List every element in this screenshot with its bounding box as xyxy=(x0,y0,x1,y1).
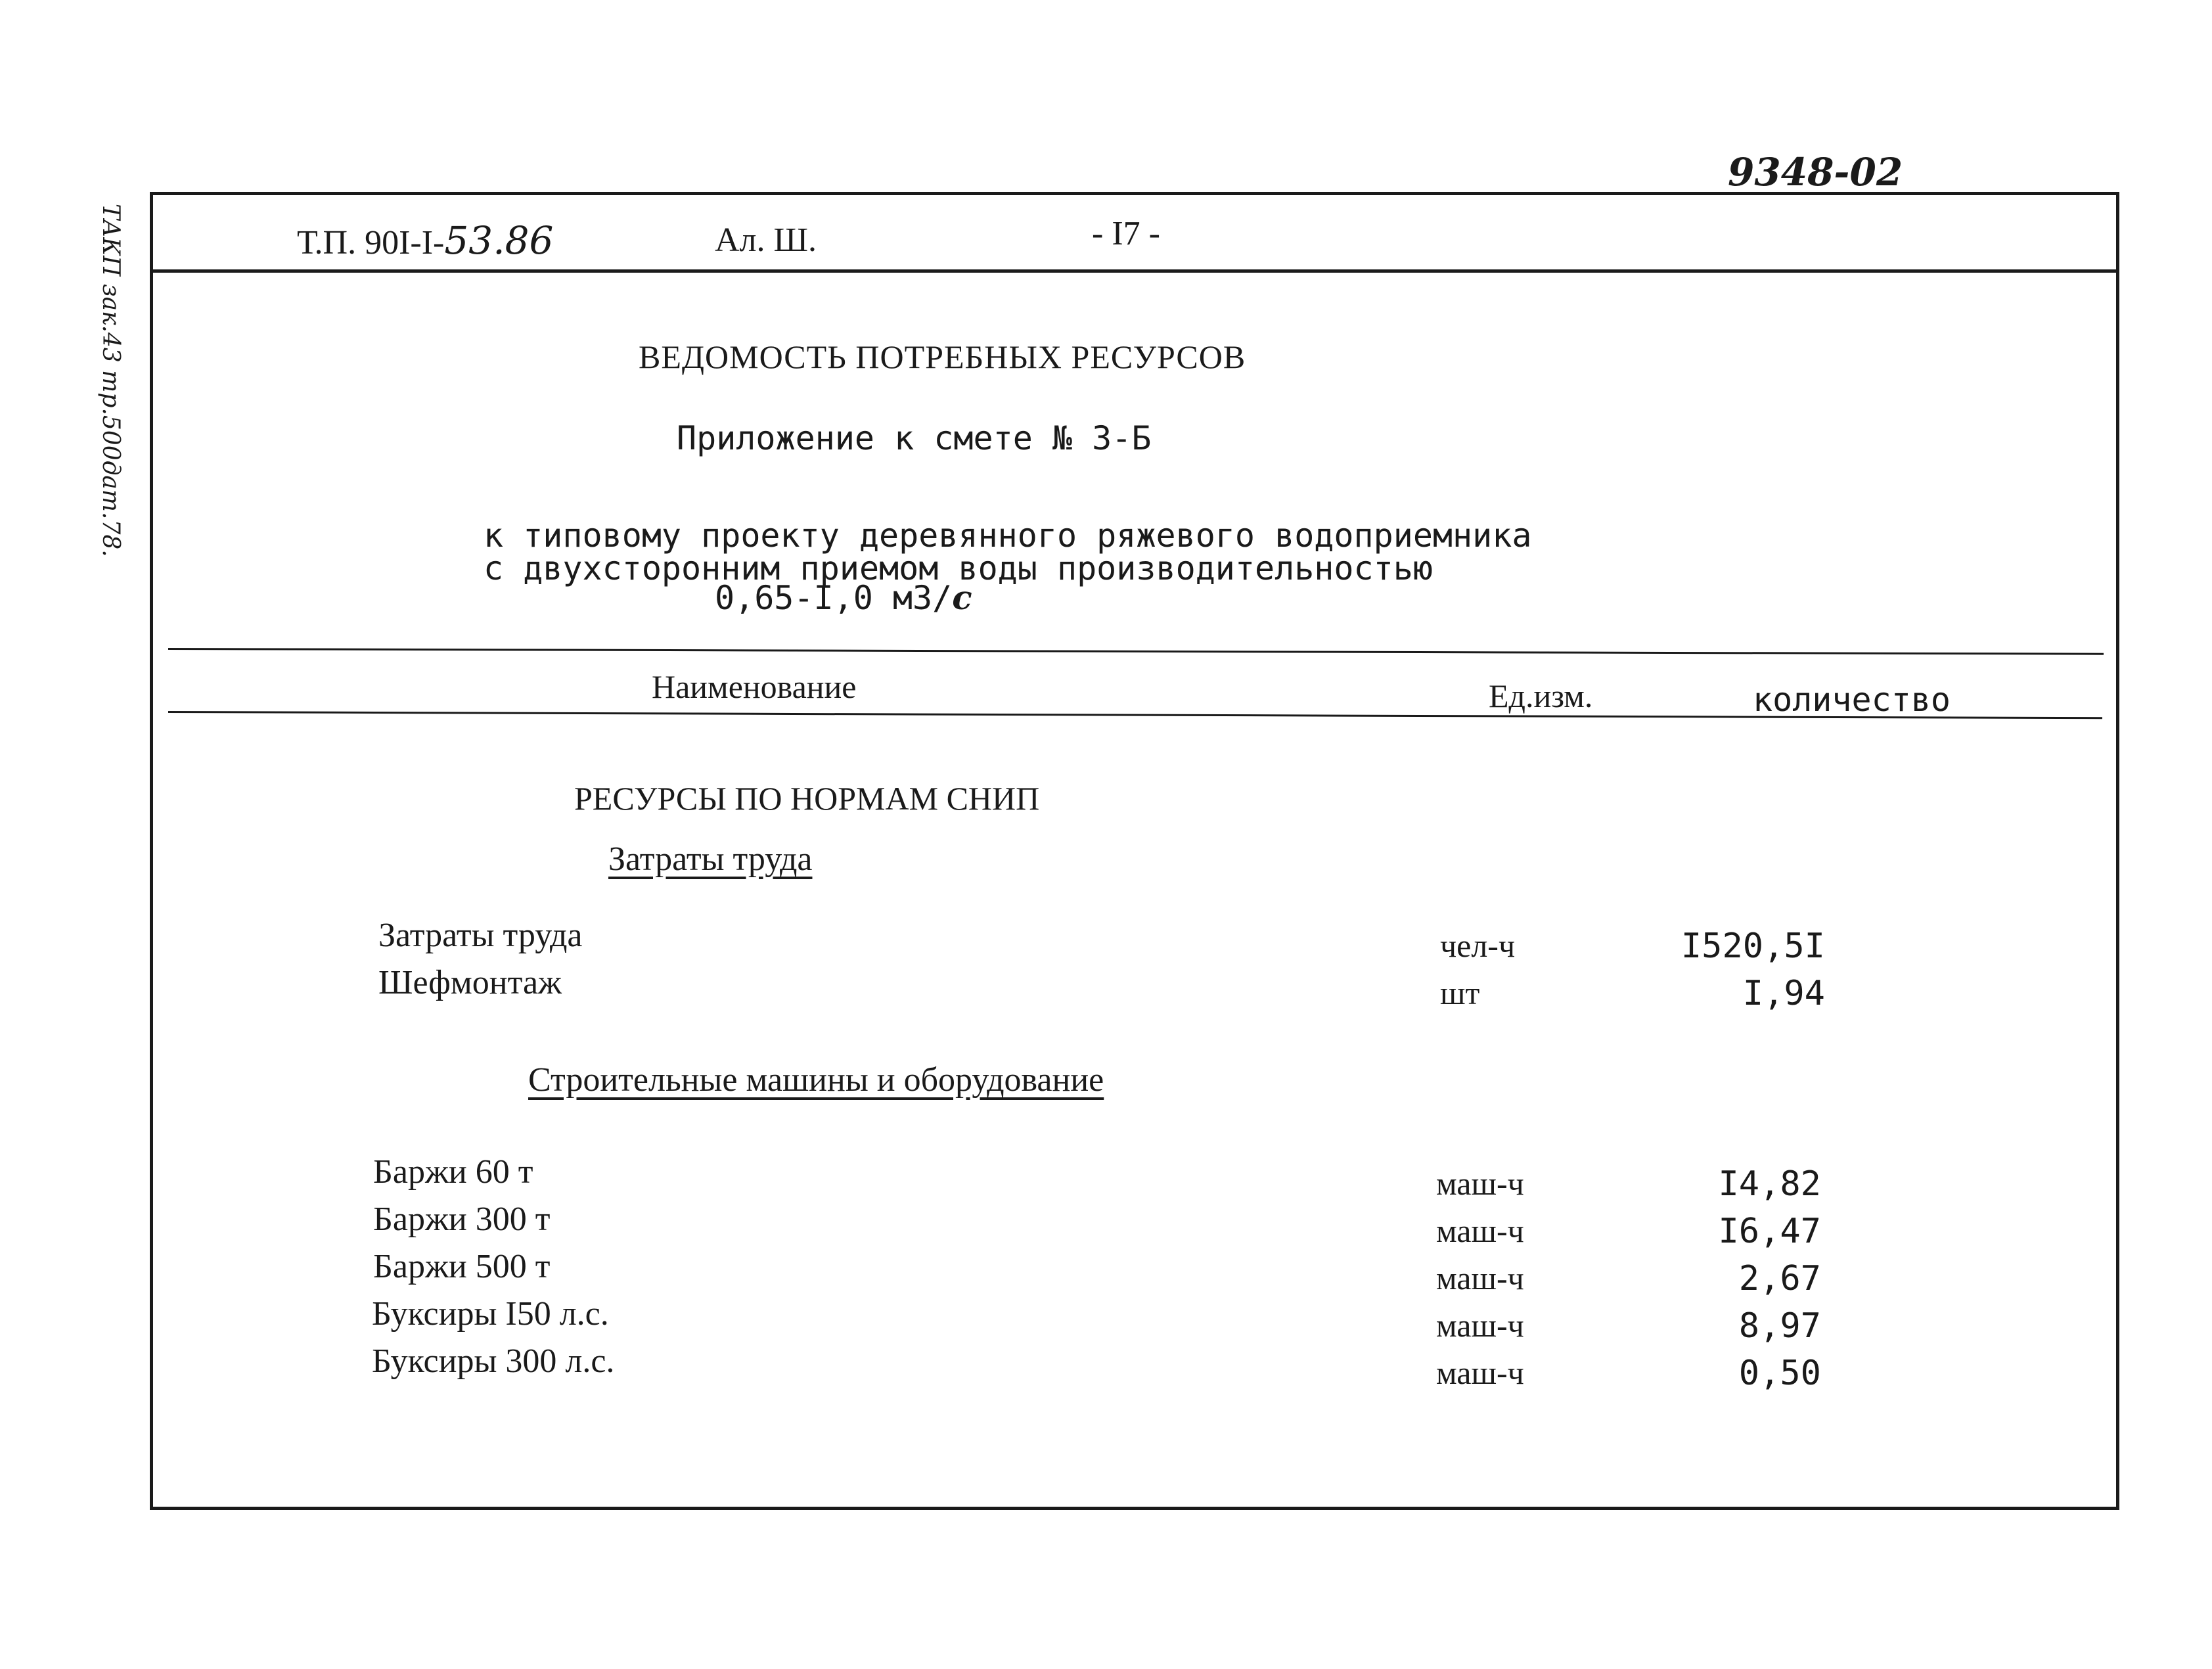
section-title: РЕСУРСЫ ПО НОРМАМ СНИП xyxy=(574,780,1040,817)
document-title: ВЕДОМОСТЬ ПОТРЕБНЫХ РЕСУРСОВ xyxy=(639,338,1246,375)
machine-row-unit: маш-ч xyxy=(1436,1307,1524,1344)
project-line-1: к типовому проекту деревянного ряжевого водоприемника xyxy=(484,516,1532,555)
labor-heading: Затраты труда xyxy=(608,840,813,878)
labor-row-qty: I520,5I xyxy=(1681,926,1825,966)
doc-code-suffix: 53.86 xyxy=(444,218,554,263)
doc-code xyxy=(297,218,553,263)
capacity-text: 0,65-I,0 м3/ xyxy=(715,579,953,617)
archive-number: 9348-02 xyxy=(1728,150,1903,194)
labor-row-qty: I,94 xyxy=(1742,974,1825,1013)
machine-row-name: Баржи 300 т xyxy=(373,1200,551,1238)
machine-row-qty: I6,47 xyxy=(1718,1212,1821,1251)
machine-row-unit: маш-ч xyxy=(1436,1354,1524,1391)
header-divider xyxy=(152,269,2117,273)
album-label: Ал. Ш. xyxy=(715,221,817,259)
machine-row-qty: I4,82 xyxy=(1718,1164,1821,1204)
machine-row-name: Буксиры 300 л.с. xyxy=(372,1342,615,1380)
margin-stamp: ТАКП зак.43 тр.500дат.78. xyxy=(97,204,124,557)
machine-row-name: Баржи 500 т xyxy=(373,1248,551,1285)
project-line-3 xyxy=(715,578,972,617)
column-header-name: Наименование xyxy=(652,668,857,705)
capacity-unit-suffix: с xyxy=(952,578,972,617)
appendix-line: Приложение к смете № 3-Б xyxy=(677,419,1152,457)
column-header-quantity: количество xyxy=(1753,681,1951,719)
machine-row-qty: 2,67 xyxy=(1738,1259,1821,1298)
machines-heading: Строительные машины и оборудование xyxy=(528,1061,1104,1099)
page-number: - I7 - xyxy=(1092,215,1160,252)
labor-row-name: Шефмонтаж xyxy=(378,964,562,1001)
machine-row-name: Баржи 60 т xyxy=(373,1153,533,1191)
machine-row-unit: маш-ч xyxy=(1436,1165,1524,1202)
labor-row-unit: шт xyxy=(1440,974,1480,1011)
machine-row-name: Буксиры I50 л.с. xyxy=(372,1295,609,1333)
doc-code-prefix: Т.П. 90I-I- xyxy=(297,224,445,262)
machine-row-qty: 0,50 xyxy=(1738,1354,1821,1393)
machine-row-unit: маш-ч xyxy=(1436,1260,1524,1296)
labor-row-unit: чел-ч xyxy=(1440,927,1516,964)
machine-row-qty: 8,97 xyxy=(1738,1306,1821,1346)
machine-row-unit: маш-ч xyxy=(1436,1212,1524,1249)
column-header-unit: Ед.изм. xyxy=(1489,677,1593,714)
project-line-2: с двухсторонним приемом воды производительностью xyxy=(484,549,1433,587)
labor-row-name: Затраты труда xyxy=(378,917,583,954)
